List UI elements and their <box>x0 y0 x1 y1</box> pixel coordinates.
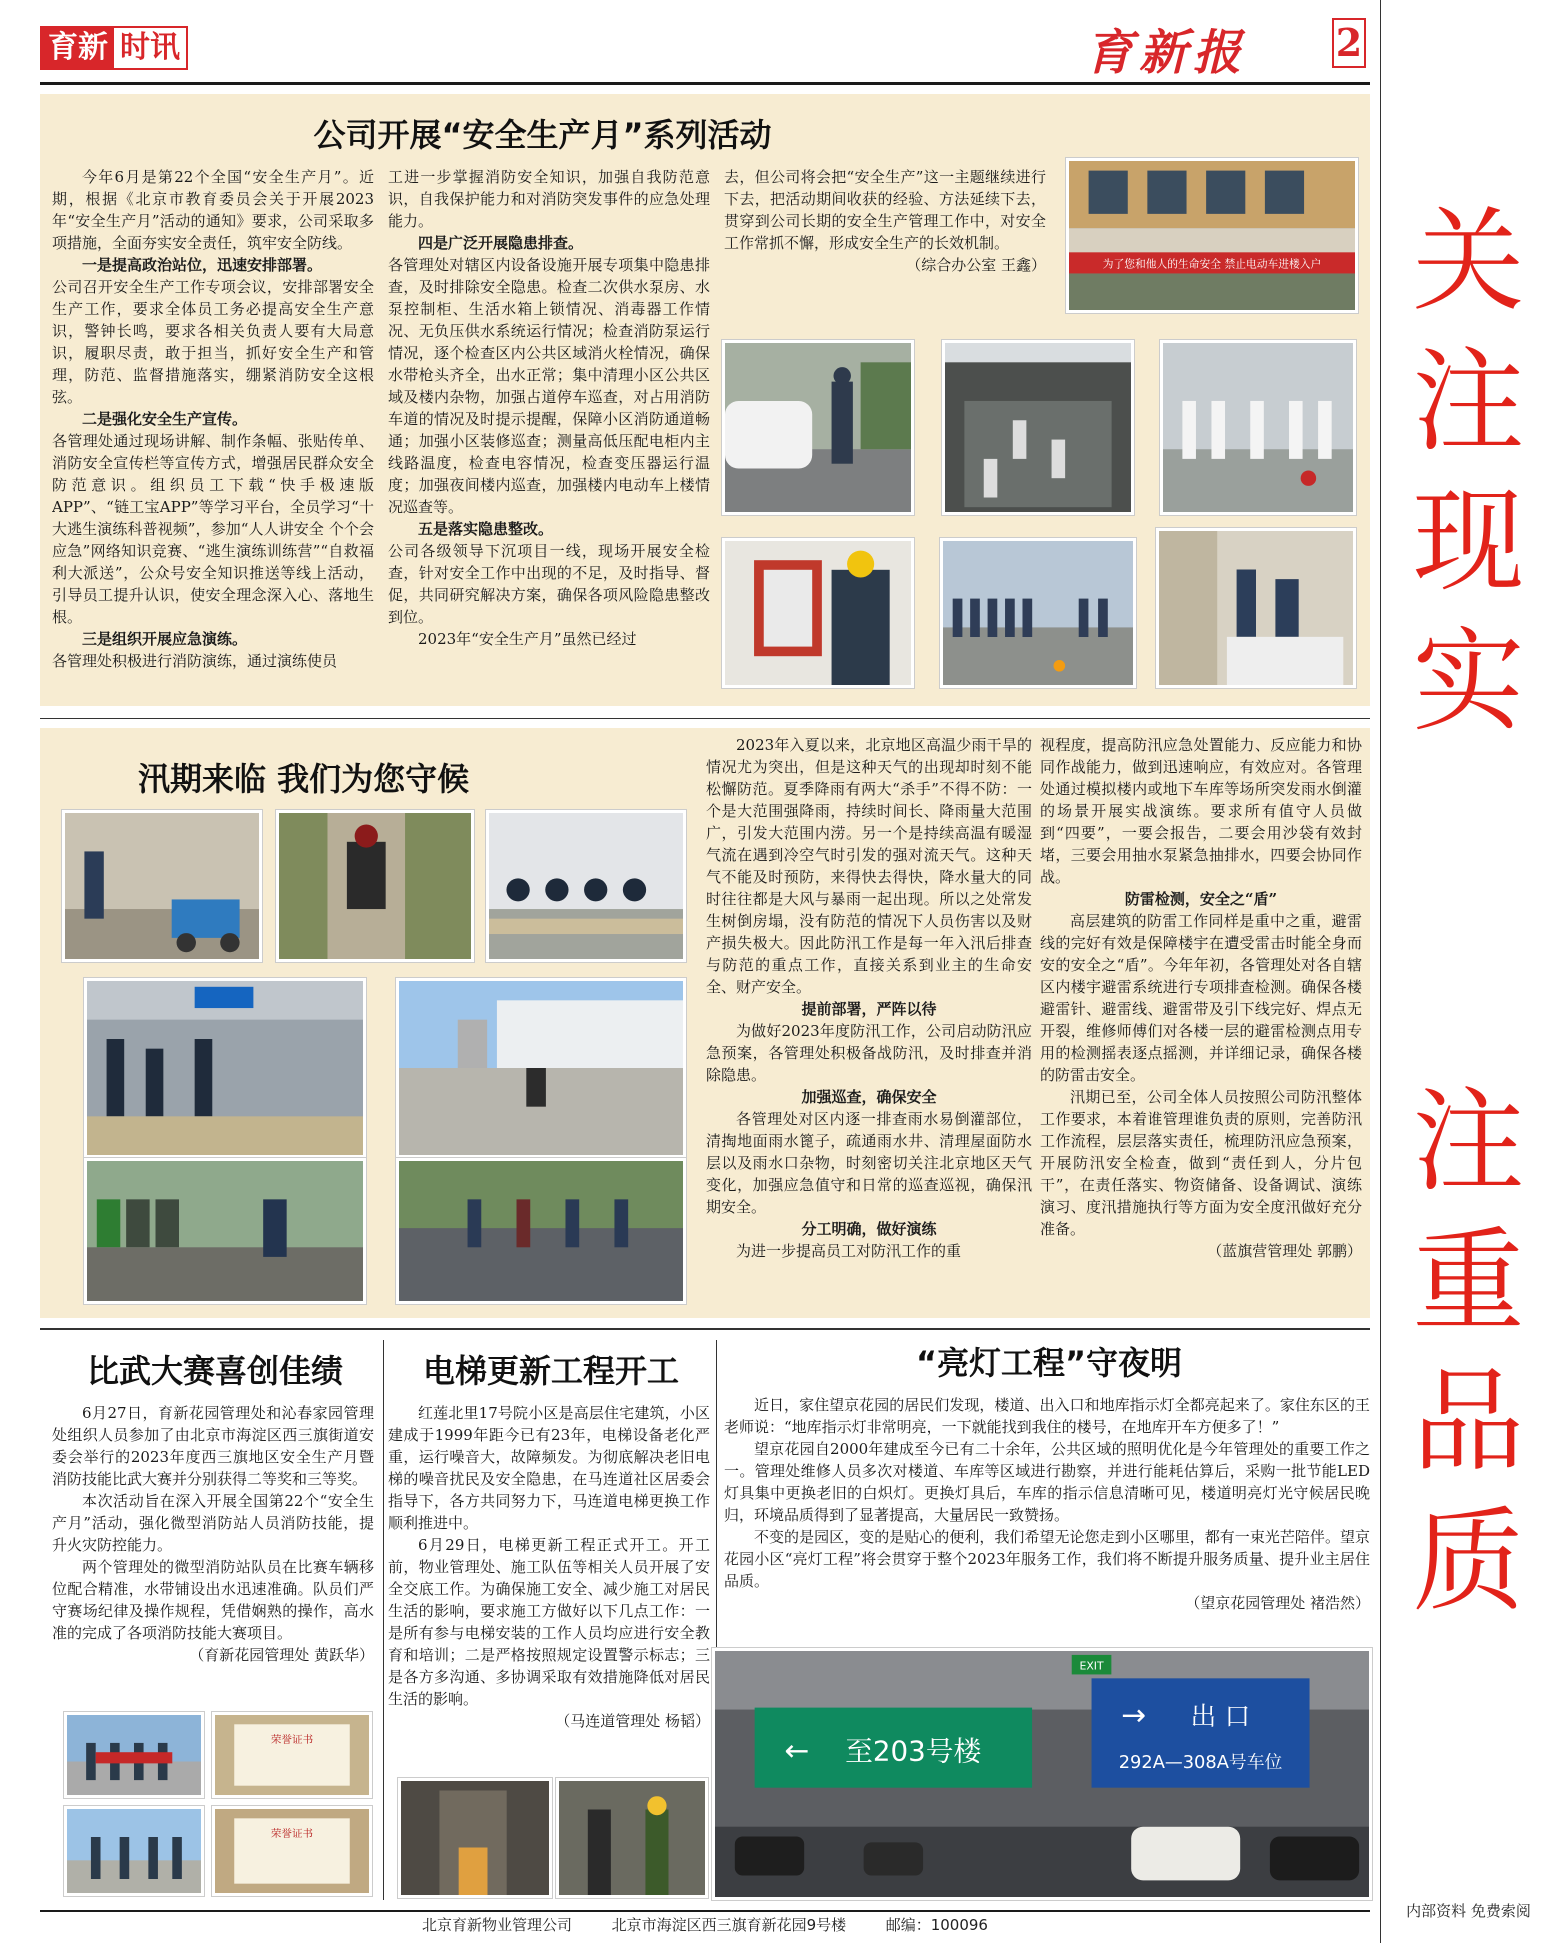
paragraph: （望京花园管理处 褚浩然） <box>1185 1594 1370 1612</box>
paragraph: 一是提高政治站位，迅速安排部署。 <box>82 256 323 274</box>
paragraph: 红莲北里17号院小区是高层住宅建筑，小区建成于1999年距今已有23年，电梯设备老化严重，运行噪音大，故障频发。为彻底解决老旧电梯的噪音扰民及安全隐患，在马连道社区居委会指导下，各方共同努力下，马连道电梯更换工作顺利推进中。 <box>388 1404 710 1532</box>
certificate-title: 荣誉证书 <box>270 1734 314 1746</box>
paragraph: 各管理处通过现场讲解、制作条幅、张贴传单、消防安全宣传栏等宣传方式，增强居民群众安全防范意识。组织员工下载“快手极速版APP”、“链工宝APP”等学习平台，全员学习“十大逃生演练科普视频”，参加“人人讲安全 个个会应急”网络知识竞赛、“逃生演练训练营”“自救福利大派送”，公众号安全知识推送等线上活动，引导员工提升认识，使安全理念深入心、落地生根。 <box>52 432 374 626</box>
paper-name: 育新报 <box>1085 25 1248 81</box>
paragraph: 五是落实隐患整改。 <box>418 520 554 538</box>
paragraph: 不变的是园区，变的是贴心的便利，我们希望无论您走到小区哪里，都有一束光芒陪伴。望京花园小区“亮灯工程”将会贯穿于整个2023年服务工作，我们将不断提升服务质量、提升业主居住品质。 <box>724 1528 1370 1590</box>
photo-water-tank <box>942 340 1134 515</box>
paragraph: 为做好2023年度防汛工作，公司启动防汛应急预案，各管理处积极备战防汛，及时排查并消除隐患。 <box>706 1022 1032 1084</box>
article3-title: 比武大赛喜创佳绩 <box>86 1352 343 1390</box>
paragraph: 加强巡查，确保安全 <box>801 1088 937 1106</box>
photo-corridor-inspection <box>1156 528 1356 688</box>
photo-banner-text: 为了您和他人的生命安全 禁止电动车进楼入户 <box>1102 257 1322 271</box>
banner-char: 实 <box>1412 617 1525 747</box>
article2-col1 <box>706 734 1032 1314</box>
paragraph: 防雷检测，安全之“盾” <box>1124 890 1278 908</box>
paragraph: 提前部署，严阵以待 <box>801 1000 937 1018</box>
article5-body <box>724 1394 1370 1636</box>
footer-company: 北京育新物业管理公司 <box>422 1916 573 1934</box>
paragraph: 6月27日，育新花园管理处和沁春家园管理处组织人员参加了由北京市海淀区西三旗街道安委会举行的2023年度西三旗地区安全生产月暨消防技能比武大赛并分别获得二等奖和三等奖。 <box>52 1404 374 1488</box>
photo-staff-lineup <box>940 538 1136 688</box>
sign-right-bottom: 292A—308A号车位 <box>1118 1753 1283 1774</box>
photo-tricycle-sandbags <box>62 810 262 962</box>
paragraph: 两个管理处的微型消防站队员在比赛车辆移位配合精准，水带铺设出水迅速准确。队员们严守赛场纪律及操作规程，凭借娴熟的操作，高水准的完成了各项消防技能大赛项目。 <box>52 1558 374 1642</box>
footer-postcode: 邮编：100096 <box>885 1916 988 1934</box>
photo-water-clearing <box>396 1158 686 1304</box>
certificate-title: 荣誉证书 <box>270 1828 314 1840</box>
photo-parking-inspection <box>722 340 914 515</box>
section-tag-part-a: 育新 <box>42 28 114 68</box>
photo-award-group-2 <box>64 1806 204 1896</box>
paragraph: 近日，家住望京花园的居民们发现，楼道、出入口和地库指示灯全都亮起来了。家住东区的王老师说：“地库指示灯非常明亮，一下就能找到我住的楼号，在地库开车方便多了！” <box>724 1396 1370 1436</box>
photo-award-group-1 <box>64 1712 204 1798</box>
paragraph: 6月29日，电梯更新工程正式开工。开工前，物业管理处、施工队伍等相关人员开展了安全交底工作。为确保施工安全、减少施工对居民生活的影响，要求施工方做好以下几点工作：一是所有参与电梯安装的工作人员均应进行安全教育和培训；二是严格按照规定设置警示标志；三是各方多沟通、多协调采取有效措施降低对居民生活的影响。 <box>388 1536 710 1708</box>
photo-elevator-workers <box>556 1778 708 1898</box>
column-divider <box>383 1340 384 1900</box>
paragraph: 望京花园自2000年建成至今已有二十余年，公共区域的照明优化是今年管理处的重要工作之一。管理处维修人员多次对楼道、车库等区域进行勘察，并进行能耗估算后，采购一批节能LED灯具集中更换老旧的白炽灯。更换灯具后，车库的指示信息清晰可见，楼道明亮灯光守候居民晚归，环境品质得到了显著提高，大量居民一致赞扬。 <box>724 1440 1370 1524</box>
photo-street-sweeping <box>84 1158 366 1304</box>
paragraph: 二是强化安全生产宣传。 <box>82 410 248 428</box>
banner-char: 关 <box>1412 197 1525 327</box>
photo-elevator-shaft <box>398 1778 552 1898</box>
page-footer <box>40 1910 1370 1940</box>
article3-body <box>52 1402 374 1700</box>
paragraph: 工进一步掌握消防安全知识，加强自我防范意识，自我保护能力和对消防突发事件的应急处理能力。 <box>388 168 710 230</box>
photo-sandbag-line <box>486 810 686 962</box>
section-divider <box>40 718 1370 719</box>
paragraph: 公司召开安全生产工作专项会议，安排部署安全生产工作，要求全体员工务必提高安全生产意识，警钟长鸣，要求各相关负责人要有大局意识，履职尽责，敢于担当，抓好安全生产和管理，防范、监督措施落实，绷紧消防安全这根弦。 <box>52 278 374 406</box>
photo-safety-banner-building <box>1066 158 1358 313</box>
article1-title: 公司开展“安全生产月”系列活动 <box>313 116 772 154</box>
sign-right-top: 出 口 <box>1190 1702 1251 1733</box>
section-tag <box>40 26 188 70</box>
exit-sign-text: EXIT <box>1079 1659 1104 1673</box>
paragraph: 汛期已至，公司全体人员按照公司防汛整体工作要求，本着谁管理谁负责的原则，完善防汛工作流程，层层落实责任，梳理防汛应急预案，开展防汛安全检查，做到“责任到人，分片包干”，在责任落实、物资储备、设备调试、演练演习、度汛措施执行等方面为安全度汛做好充分准备。 <box>1040 1088 1362 1238</box>
paragraph: 分工明确，做好演练 <box>801 1220 937 1238</box>
article2-col2 <box>1040 734 1362 1304</box>
paragraph: 高层建筑的防雷工作同样是重中之重，避雷线的完好有效是保障楼宇在遭受雷击时能全身而安的安全之“盾”。今年年初，各管理处对各自辖区内楼宇避雷系统进行专项排查检测。确保各楼避雷针、避雷线、避雷带及引下线完好、焊点无开裂，维修师傅们对各楼一层的避雷检测点用专用的检测摇表逐点摇测，并详细记录，确保各楼的防雷击安全。 <box>1040 912 1362 1084</box>
photo-rooftop-inspection <box>396 978 686 1158</box>
paragraph: （马连道管理处 杨韬） <box>555 1712 710 1730</box>
paragraph: 四是广泛开展隐患排查。 <box>418 234 584 252</box>
article1-col1 <box>52 166 374 696</box>
banner-char: 现 <box>1412 477 1525 607</box>
banner-char: 质 <box>1412 1497 1525 1627</box>
paragraph: 今年6月是第22个全国“安全生产月”。近期，根据《北京市教育委员会关于开展2023年“安全生产月”活动的通知》要求，公司采取多项措施，全面夯实安全责任，筑牢安全防线。 <box>52 168 374 252</box>
photo-garage-signs <box>712 1648 1372 1900</box>
section-divider <box>40 1328 1370 1330</box>
article1-col2 <box>388 166 710 696</box>
paragraph: 三是组织开展应急演练。 <box>82 630 248 648</box>
article2-title: 汛期来临 我们为您守候 <box>138 760 470 798</box>
paragraph: 各管理处对辖区内设备设施开展专项集中隐患排查，及时排除安全隐患。检查二次供水泵房、水泵控制柜、生活水箱上锁情况、消毒器工作情况、无负压供水系统运行情况；检查消防泵运行情况，逐个检查区内公共区域消火栓情况，确保水带枪头齐全，出水正常；集中清理小区公共区域及楼内杂物，加强占道停车巡查，对占用消防车道的情况及时提示提醒，保障小区消防通道畅通；加强小区装修巡查；测量高低压配电柜内主线路温度，检查电容情况，检查变压器运行温度；加强夜间楼内巡查，加强楼内电动车上楼情况巡查等。 <box>388 256 710 516</box>
banner-char: 重 <box>1412 1217 1525 1347</box>
banner-footnote: 内部资料 免费索阅 <box>1406 1902 1531 1920</box>
paragraph: 各管理处对区内逐一排查雨水易倒灌部位，清掏地面雨水篦子，疏通雨水井、清理屋面防水层以及雨水口杂物，时刻密切关注北京地区天气变化，加强应急值守和日常的巡查巡视，确保汛期安全。 <box>706 1110 1032 1216</box>
article4-body <box>388 1402 710 1754</box>
article4-title: 电梯更新工程开工 <box>422 1352 679 1390</box>
paragraph: 各管理处积极进行消防演练，通过演练使员 <box>52 652 338 670</box>
paragraph: 去，但公司将会把“安全生产”这一主题继续进行下去，把活动期间收获的经验、方法延续下去，贯穿到公司长期的安全生产管理工作中，对安全工作常抓不懈，形成安全生产的长效机制。 <box>724 168 1046 252</box>
paragraph: （蓝旗营管理处 郭鹏） <box>1207 1242 1362 1260</box>
vertical-banner <box>1380 0 1555 1943</box>
photo-certificate-2 <box>212 1806 372 1896</box>
photo-certificate-1 <box>212 1712 372 1798</box>
photo-fire-drill-group <box>1160 340 1356 515</box>
banner-char: 注 <box>1412 337 1525 467</box>
section-tag-part-b: 时讯 <box>120 30 180 65</box>
svg-text:→: → <box>1121 1698 1147 1733</box>
paragraph: 2023年入夏以来，北京地区高温少雨干旱的情况尤为突出，但是这种天气的出现却时刻不能松懈防范。夏季降雨有两大“杀手”不得不防：一个是大范围强降雨，持续时间长、降雨量大范围广，引发大范围内涝。另一个是持续高温有暖湿气流在遇到冷空气时引发的强对流天气。这种天气不能及时预防，来得快去得快，降水量大的同时往往都是大风与暴雨一起出现。所以之处常发生树倒房塌，没有防范的情况下人员伤害以及财产损失极大。因此防汛工作是每一年入汛后排查与防范的重点工作，直接关系到业主的生命安全、财产安全。 <box>706 736 1032 996</box>
paragraph: 本次活动旨在深入开展全国第22个“安全生产月”活动，强化微型消防站人员消防技能，提升火灾防控能力。 <box>52 1492 374 1554</box>
sign-left-text: 至203号楼 <box>845 1735 982 1768</box>
photo-wall-check <box>276 810 474 962</box>
article5-title: “亮灯工程”守夜明 <box>915 1344 1183 1382</box>
banner-char: 品 <box>1412 1357 1525 1487</box>
top-rule <box>40 82 1370 85</box>
photo-garage-drill <box>84 978 366 1158</box>
footer-address: 北京市海淀区西三旗育新花园9号楼 <box>611 1916 847 1934</box>
paragraph: 视程度，提高防汛应急处置能力、反应能力和协同作战能力，做到迅速响应，有效应对。各管理处通过模拟楼内或地下车库等场所突发雨水倒灌的场景开展实战演练。要求所有值守人员做到“四要”，一要会报告，二要会用沙袋有效封堵，三要会用抽水泵紧急抽排水，四要会协同作战。 <box>1040 736 1362 886</box>
page-number: 2 <box>1332 18 1366 68</box>
banner-char: 注 <box>1412 1077 1525 1207</box>
svg-text:←: ← <box>784 1733 810 1768</box>
photo-firefighter-hydrant <box>722 538 914 688</box>
paragraph: （育新花园管理处 黄跃华） <box>189 1646 374 1664</box>
paragraph: 为进一步提高员工对防汛工作的重 <box>736 1242 962 1260</box>
article1-col3 <box>724 166 1046 316</box>
paragraph: 公司各级领导下沉项目一线，现场开展安全检查，针对安全工作中出现的不足，及时指导、督促，共同研究解决方案，确保各项风险隐患整改到位。 <box>388 542 710 626</box>
paragraph: 2023年“安全生产月”虽然已经过 <box>418 630 637 648</box>
paragraph: （综合办公室 王鑫） <box>906 256 1046 274</box>
